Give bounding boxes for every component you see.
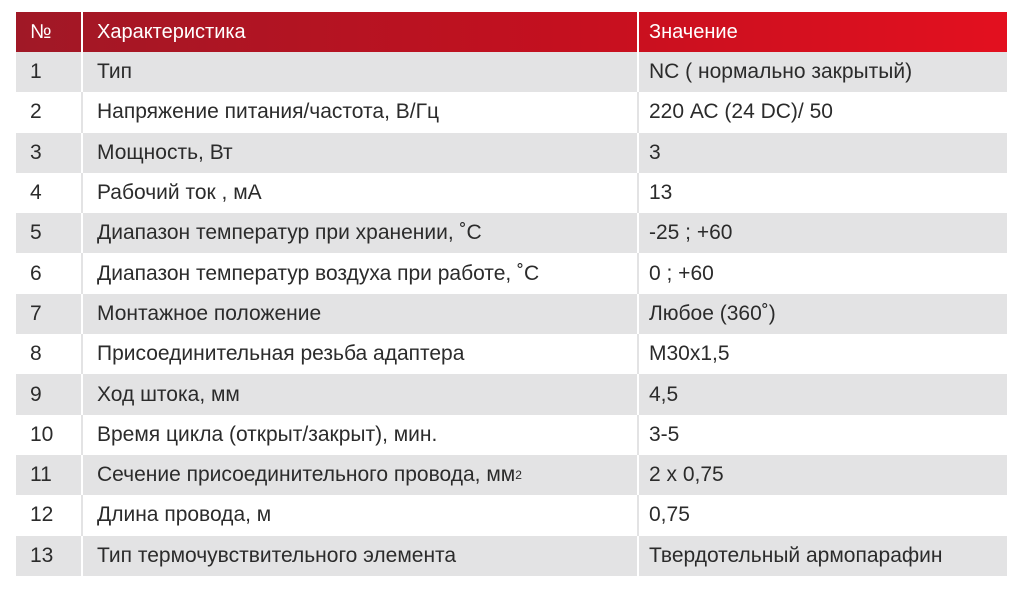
row-number: 3 [16, 133, 83, 173]
table-row [16, 536, 1007, 576]
row-number: 2 [16, 92, 83, 132]
row-value: 3 [649, 140, 661, 164]
row-number: 8 [16, 334, 83, 374]
row-characteristic: Тип [83, 52, 639, 92]
row-number: 12 [16, 495, 83, 535]
table-row [16, 415, 1007, 455]
row-number: 7 [16, 294, 83, 334]
table-header [16, 12, 1007, 52]
superscript-squared: 2 [515, 468, 522, 483]
table-row [16, 334, 1007, 374]
row-number: 5 [16, 213, 83, 253]
row-number: 10 [16, 415, 83, 455]
row-value: -25 ; +60 [649, 221, 733, 245]
row-value: 0 ; +60 [649, 261, 714, 285]
row-characteristic-text: Сечение присоединительного провода, мм [97, 463, 516, 487]
table-row [16, 495, 1007, 535]
table-row [16, 294, 1007, 334]
specifications-table [16, 12, 1007, 576]
row-value: Твердотельный армопарафин [649, 543, 943, 567]
row-number: 4 [16, 173, 83, 213]
row-value: 2 х 0,75 [649, 463, 724, 487]
row-value: М30х1,5 [649, 342, 730, 366]
header-number: № [16, 12, 83, 52]
table-row [16, 92, 1007, 132]
table-row [16, 213, 1007, 253]
table-row [16, 253, 1007, 293]
row-characteristic: Ход штока, мм [83, 374, 639, 414]
row-value: 0,75 [649, 503, 690, 527]
row-characteristic [83, 455, 639, 495]
row-characteristic: Рабочий ток , мА [83, 173, 639, 213]
row-characteristic: Длина провода, м [83, 495, 639, 535]
row-value: 3-5 [649, 422, 680, 446]
header-characteristic: Характеристика [83, 12, 639, 52]
table-row [16, 133, 1007, 173]
table-row [16, 455, 1007, 495]
row-value: Любое (360˚) [649, 301, 776, 325]
row-characteristic: Диапазон температур при хранении, ˚С [83, 213, 639, 253]
table-row [16, 374, 1007, 414]
header-value: Значение [649, 20, 738, 43]
row-characteristic: Напряжение питания/частота, В/Гц [83, 92, 639, 132]
row-characteristic: Время цикла (открыт/закрыт), мин. [83, 415, 639, 455]
row-value: 13 [649, 181, 673, 205]
table-row [16, 52, 1007, 92]
row-number: 13 [16, 536, 83, 576]
row-number: 11 [16, 455, 83, 495]
row-value: 4,5 [649, 382, 679, 406]
row-number: 9 [16, 374, 83, 414]
row-characteristic: Мощность, Вт [83, 133, 639, 173]
row-characteristic: Монтажное положение [83, 294, 639, 334]
row-value: NC ( нормально закрытый) [649, 60, 913, 84]
row-characteristic: Присоединительная резьба адаптера [83, 334, 639, 374]
row-value: 220 АС (24 DC)/ 50 [649, 100, 833, 124]
row-characteristic: Тип термочувствительного элемента [83, 536, 639, 576]
row-number: 6 [16, 253, 83, 293]
row-characteristic: Диапазон температур воздуха при работе, ˚С [83, 253, 639, 293]
table-row [16, 173, 1007, 213]
row-number: 1 [16, 52, 83, 92]
